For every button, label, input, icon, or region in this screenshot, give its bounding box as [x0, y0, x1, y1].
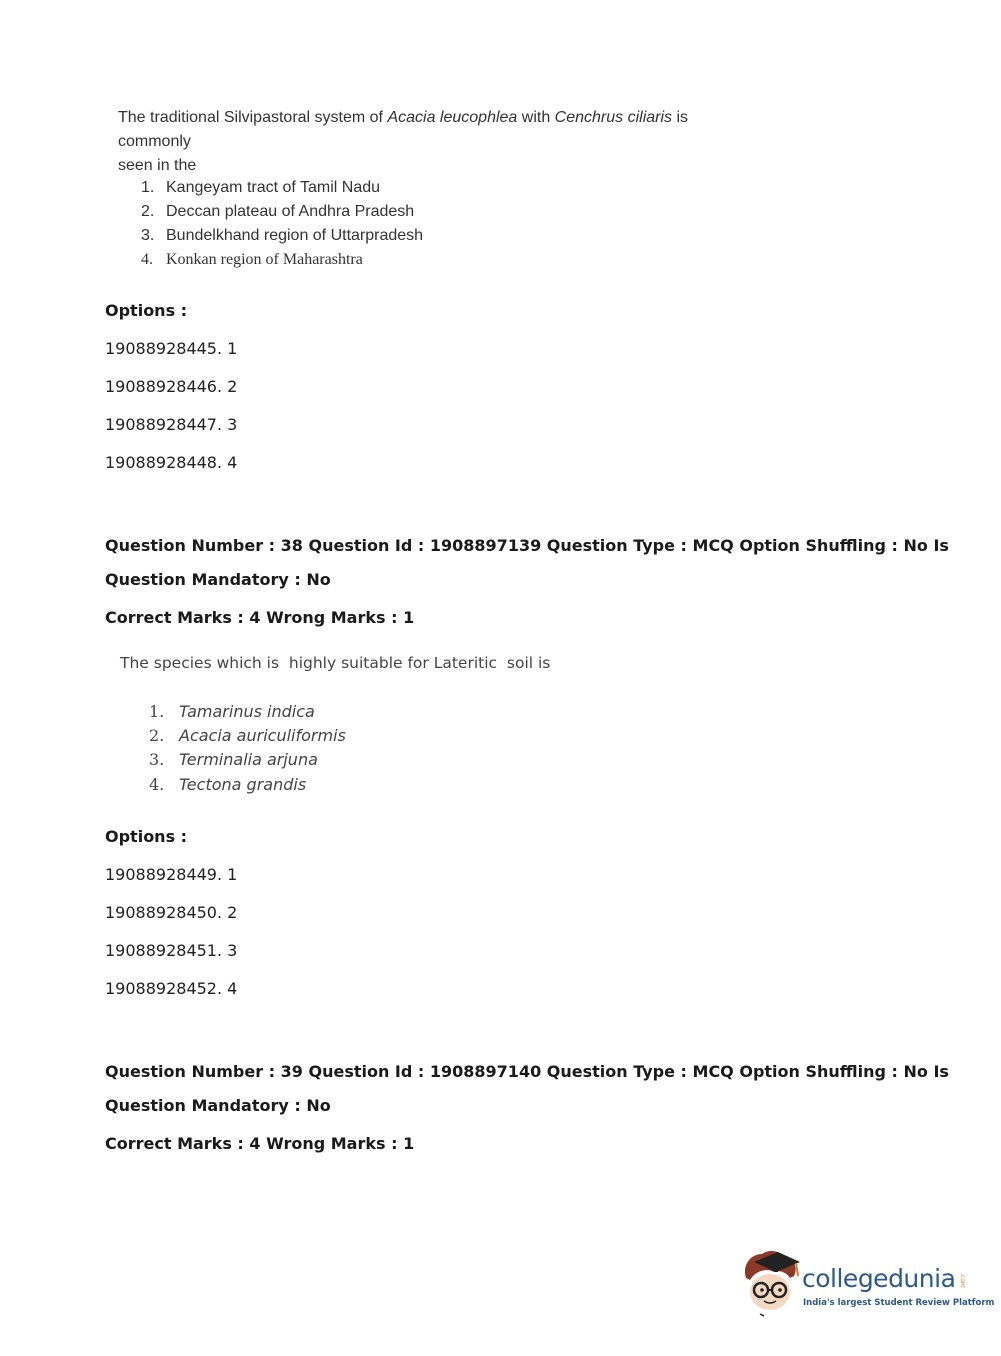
- choice-item: 2. Acacia auriculiformis: [149, 726, 346, 745]
- option-item: 19088928445. 1: [105, 339, 238, 358]
- options-heading: Options :: [105, 827, 188, 846]
- option-item: 19088928449. 1: [105, 865, 238, 884]
- choice-item: 3. Terminalia arjuna: [149, 750, 318, 769]
- stem-text: with: [517, 109, 555, 126]
- options-heading: Options :: [105, 301, 188, 320]
- option-item: 19088928450. 2: [105, 903, 238, 922]
- option-item: 19088928448. 4: [105, 453, 238, 472]
- question-38-stem: The species which is highly suitable for Lateritic soil is: [120, 654, 551, 672]
- option-item: 19088928446. 2: [105, 377, 238, 396]
- option-item: 19088928451. 3: [105, 941, 238, 960]
- choice-item: 3. Bundelkhand region of Uttarpradesh: [141, 227, 424, 244]
- choice-item: 4. Tectona grandis: [149, 775, 307, 794]
- mascot-icon: [740, 1248, 802, 1318]
- option-item: 19088928447. 3: [105, 415, 238, 434]
- stem-text: is commonly: [118, 109, 689, 150]
- collegedunia-logo: [740, 1248, 995, 1320]
- question-38-marks: Correct Marks : 4 Wrong Marks : 1: [105, 608, 415, 627]
- option-item: 19088928452. 4: [105, 979, 238, 998]
- question-38-mandatory: Question Mandatory : No: [105, 570, 331, 589]
- choice-item: 1. Kangeyam tract of Tamil Nadu: [141, 179, 381, 196]
- question-38-header: Question Number : 38 Question Id : 1908897139 Question Type : MCQ Option Shuffling : No Is: [105, 536, 949, 555]
- question-37-stem: [118, 106, 758, 178]
- logo-domain: .com: [959, 1273, 966, 1288]
- species-name: Acacia leucophlea: [387, 109, 518, 126]
- question-39-mandatory: Question Mandatory : No: [105, 1096, 331, 1115]
- stem-text: seen in the: [118, 157, 197, 174]
- choice-item: 1. Tamarinus indica: [149, 702, 315, 721]
- question-39-marks: Correct Marks : 4 Wrong Marks : 1: [105, 1134, 415, 1153]
- logo-name: collegedunia: [802, 1264, 956, 1293]
- choice-item: 2. Deccan plateau of Andhra Pradesh: [141, 203, 415, 220]
- choice-item: 4. Konkan region of Maharashtra: [141, 251, 363, 268]
- logo-tagline: India's largest Student Review Platform: [803, 1298, 995, 1308]
- species-name: Cenchrus ciliaris: [554, 109, 673, 126]
- stem-text: The traditional Silvipastoral system of: [118, 109, 388, 126]
- question-39-header: Question Number : 39 Question Id : 1908897140 Question Type : MCQ Option Shuffling : No Is: [105, 1062, 949, 1081]
